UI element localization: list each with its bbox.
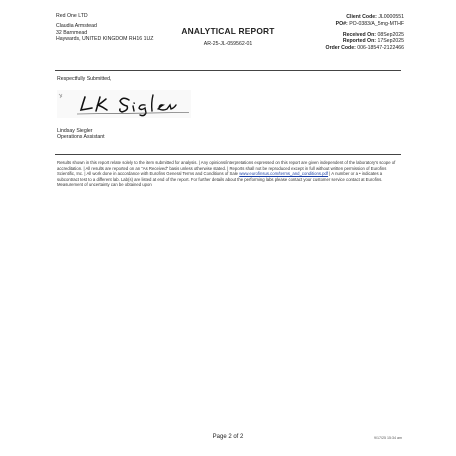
address-line-1: 32 Barnmead: [56, 29, 88, 36]
client-code-value: JL0000551: [378, 14, 404, 20]
report-meta-block: [326, 14, 404, 51]
received-label: Received On:: [342, 31, 376, 38]
terms-link[interactable]: www.eurofinsus.com/terms_and_conditions.pdf: [239, 171, 329, 177]
header-divider: [55, 70, 401, 71]
signer-name: Lindsay Siegler: [57, 128, 93, 134]
print-timestamp: 9/17/25 15:34 am: [374, 436, 402, 440]
contact-name: Claudia Armstead: [56, 23, 97, 30]
disclaimer-part-2: | A number or a • indicates a subcontract test to a different lab. Lab(s) are listed at end of the report. For further details about the performing labs please contact your customer service contact at Eurofins. Measurement of uncertainty can be obtained upon: [57, 171, 383, 188]
received-value: 08Sep2025: [377, 31, 404, 38]
po-value: PO-0383/A_5mg-MTHF: [349, 20, 404, 27]
signer-role: Operations Assistant: [57, 134, 105, 141]
disclaimer-part-1: Results shown in this report relate solely to the item submitted for analysis. | Any opinions/interpretations expressed on this report are given independent of the laboratory's scope of accreditation. | All results are reported on an "As Received" basis unless otherwise stated. | Reports shall not be reproduced except in full without written permission of Eurofins Scientific, Inc. | All work done in accordance with Eurofins General Terms and Conditions of Sale: [57, 160, 396, 177]
report-id: AR-25-JL-059562-01: [203, 41, 253, 47]
order-code-value: 006-18547-2122466: [357, 44, 404, 51]
page-number: Page 2 of 2: [212, 434, 244, 440]
client-code-label: Client Code:: [346, 14, 377, 20]
reported-label: Reported On:: [342, 38, 376, 45]
reported-value: 17Sep2025: [377, 38, 404, 45]
order-code-label: Order Code:: [325, 44, 356, 51]
lab-name: Red One LTD: [56, 13, 88, 19]
po-label: PO#:: [335, 20, 348, 27]
address-line-2: Haywards, UNITED KINGDOM RH16 1UZ: [56, 36, 154, 43]
disclaimer-divider: [55, 154, 401, 155]
report-title: ANALYTICAL REPORT: [181, 26, 275, 36]
signer-block: [57, 128, 105, 141]
respectfully-submitted: Respectfully Submitted,: [57, 76, 112, 82]
signature-image: [57, 90, 191, 118]
disclaimer-text: [57, 160, 402, 188]
